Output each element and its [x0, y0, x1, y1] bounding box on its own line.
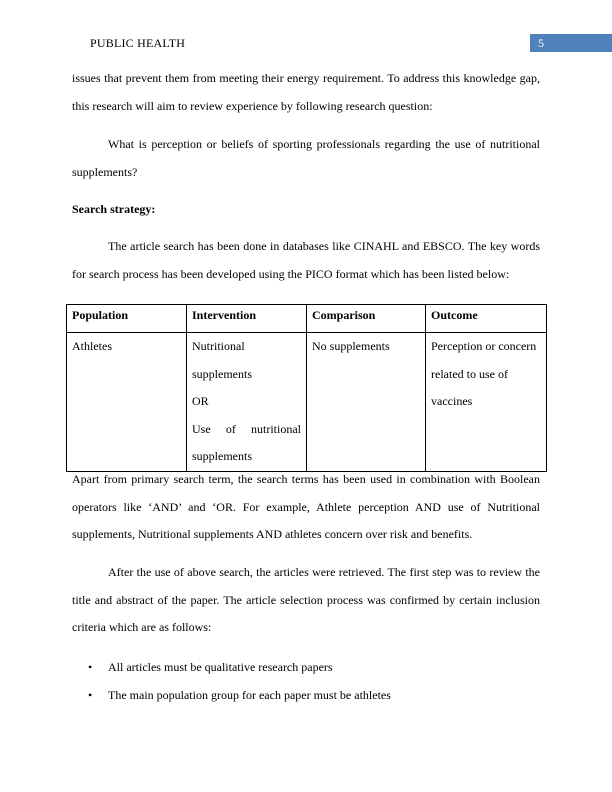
header-intervention: Intervention	[187, 305, 307, 333]
paragraph-knowledge-gap: issues that prevent them from meeting their energy requirement. To address this knowledge gap, this research will aim to review experience by following research question:	[72, 71, 540, 113]
list-item-text: The main population group for each paper must be athletes	[108, 687, 391, 702]
intervention-line-3: Use of nutritional supplements	[192, 421, 301, 463]
heading-search-strategy: Search strategy:	[72, 202, 156, 216]
intervention-line-2: OR	[192, 394, 209, 408]
inclusion-criteria-list	[72, 654, 540, 709]
paragraph-article-selection: After the use of above search, the articles were retrieved. The first step was to review the title and abstract of the paper. The article selection process was confirmed by certain inclusion criteria which are as follows:	[72, 565, 540, 634]
paragraph-boolean-operators: Apart from primary search term, the search terms has been used in combination with Boolean operators like ‘AND’ and ‘OR. For example, Athlete perception AND use of Nutritional supplements, Nutritional supplements AND athletes concern over risk and benefits.	[72, 472, 540, 541]
cell-population: Athletes	[67, 333, 187, 472]
list-item-text: All articles must be qualitative research papers	[108, 660, 333, 674]
bullet-icon: •	[88, 660, 93, 674]
intervention-line-1: Nutritional supplements	[192, 339, 252, 381]
table-row	[67, 333, 547, 472]
pico-table	[66, 304, 547, 472]
running-header-title: PUBLIC HEALTH	[90, 36, 186, 50]
page-number-badge: 5	[530, 34, 612, 52]
cell-comparison: No supplements	[307, 333, 426, 472]
header-outcome: Outcome	[426, 305, 547, 333]
paragraph-search-databases: The article search has been done in databases like CINAHL and EBSCO. The key words for search process has been developed using the PICO format which has been listed below:	[72, 239, 540, 281]
table-header-row	[67, 305, 547, 333]
cell-intervention	[187, 333, 307, 472]
header-comparison: Comparison	[307, 305, 426, 333]
list-item	[72, 682, 540, 710]
header-population: Population	[67, 305, 187, 333]
paragraph-research-question: What is perception or beliefs of sporting professionals regarding the use of nutritional supplements?	[72, 137, 540, 179]
list-item	[72, 654, 540, 682]
cell-outcome: Perception or concern related to use of vaccines	[426, 333, 547, 472]
bullet-icon: •	[88, 687, 93, 702]
